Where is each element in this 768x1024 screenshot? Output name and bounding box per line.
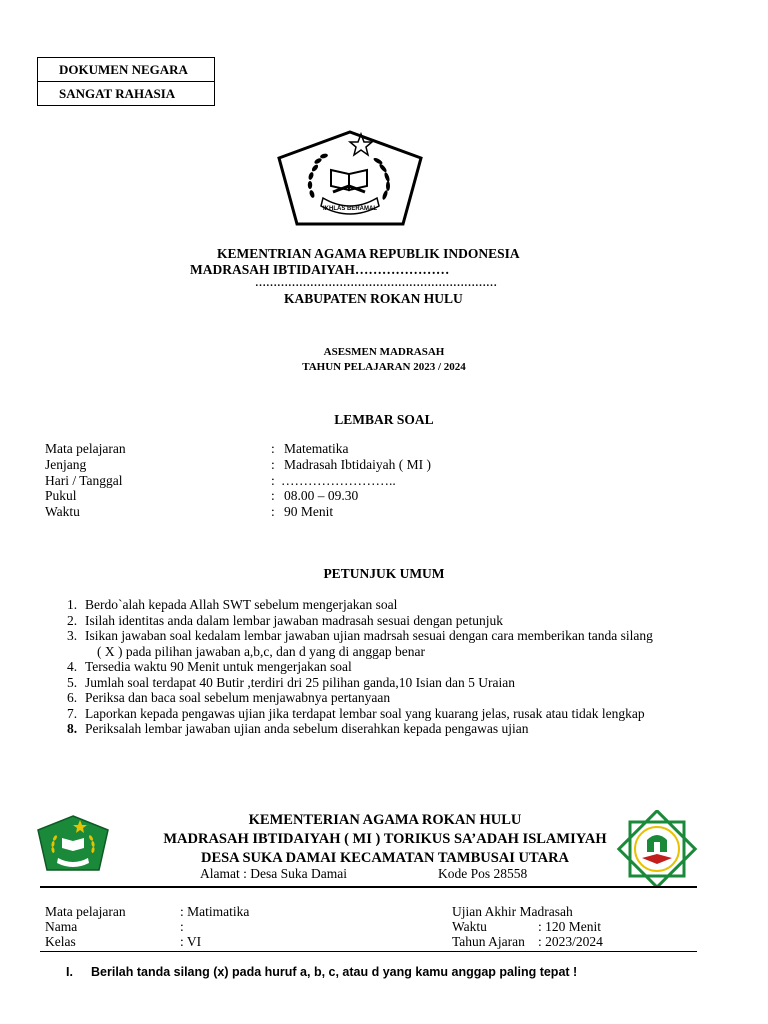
item-text: Isikan jawaban soal kedalam lembar jawaban ujian madrsah sesuai dengan cara memberikan tanda silang — [85, 628, 653, 643]
info-colon: : — [271, 457, 275, 472]
info-colon: : — [271, 441, 275, 456]
list-item — [45, 628, 745, 644]
detail-label: Nama — [45, 919, 78, 934]
item-text: Periksa dan baca soal sebelum menjawabnya pertanyaan — [85, 690, 391, 705]
kop-postal-code: Kode Pos 28558 — [438, 866, 528, 881]
item-number: 8. — [67, 721, 78, 736]
item-text: Jumlah soal terdapat 40 Butir ,terdiri dri 25 pilihan ganda,10 Isian dan 5 Uraian — [85, 674, 516, 690]
kop-line-1: KEMENTERIAN AGAMA ROKAN HULU — [248, 812, 522, 828]
district-title: KABUPATEN ROKAN HULU — [284, 291, 463, 306]
instruction-list — [45, 597, 745, 737]
list-item — [45, 721, 745, 737]
item-text: Periksalah lembar jawaban ujian anda sebelum diserahkan kepada pengawas ujian — [85, 721, 529, 736]
list-item — [45, 690, 745, 706]
info-colon: : — [271, 488, 275, 503]
item-number: 3. — [67, 628, 78, 643]
kop-address: Alamat : Desa Suka Damai — [200, 866, 347, 881]
details-divider — [40, 951, 697, 952]
kop-divider — [40, 886, 697, 888]
section-instruction: Berilah tanda silang (x) pada huruf a, b, c, atau d yang kamu anggap paling tepat ! — [91, 965, 578, 979]
item-number: 6. — [67, 690, 78, 705]
info-label: Waktu — [45, 504, 80, 519]
seal-motto: IKHLAS BERAMAL — [323, 206, 377, 212]
general-instructions-title: PETUNJUK UMUM — [323, 566, 445, 581]
classification-badge — [37, 57, 215, 106]
item-number: 1. — [67, 597, 78, 612]
info-value: Madrasah Ibtidaiyah ( MI ) — [284, 457, 431, 472]
kemenag-logo-icon — [36, 814, 110, 872]
list-item — [45, 644, 745, 660]
detail-label: Kelas — [45, 934, 76, 949]
madrasah-name: MADRASAH IBTIDAIYAH………………… — [190, 262, 450, 277]
detail-value: : — [180, 919, 184, 934]
list-item — [45, 613, 745, 629]
sheet-title: LEMBAR SOAL — [334, 412, 434, 427]
info-value: 08.00 – 09.30 — [284, 488, 359, 503]
item-text: Berdo`alah kepada Allah SWT sebelum mengerjakan soal — [85, 597, 398, 612]
item-number: 4. — [67, 659, 78, 674]
item-text: Laporkan kepada pengawas ujian jika terdapat lembar soal yang kuarang jelas, rusak atau tidak lengkap — [85, 705, 645, 721]
info-label: Mata pelajaran — [45, 441, 126, 456]
list-item — [45, 706, 745, 722]
list-item — [45, 597, 745, 613]
detail-label: Waktu — [452, 919, 487, 934]
badge-line-1: DOKUMEN NEGARA — [59, 62, 188, 77]
ministry-title: KEMENTRIAN AGAMA REPUBLIK INDONESIA — [217, 246, 520, 261]
ministry-seal-icon — [275, 128, 425, 228]
item-number: 7. — [67, 705, 78, 721]
item-number: 5. — [67, 674, 78, 690]
assessment-title: ASESMEN MADRASAH — [323, 346, 445, 358]
list-item — [45, 675, 745, 691]
info-row — [0, 457, 768, 473]
detail-label: Mata pelajaran — [45, 904, 126, 919]
item-text: ( X ) pada pilihan jawaban a,b,c, dan d yang di anggap benar — [97, 643, 426, 659]
list-item — [45, 659, 745, 675]
info-row — [0, 473, 768, 489]
kop-line-2: MADRASAH IBTIDAIYAH ( MI ) TORIKUS SA’ADAH ISLAMIYAH — [163, 831, 607, 847]
info-label: Pukul — [45, 488, 77, 503]
info-colon: : — [271, 504, 275, 519]
section-number: I. — [66, 965, 73, 979]
detail-label: Ujian Akhir Madrasah — [452, 904, 573, 919]
detail-value: : 2023/2024 — [538, 934, 603, 949]
assessment-year: TAHUN PELAJARAN 2023 / 2024 — [302, 361, 466, 373]
info-colon: : — [271, 473, 275, 488]
item-text: Tersedia waktu 90 Menit untuk mengerjakan soal — [85, 659, 352, 674]
detail-label: Tahun Ajaran — [452, 934, 525, 949]
detail-value: : Matimatika — [180, 904, 250, 919]
info-label: Jenjang — [45, 457, 87, 472]
item-text: Isilah identitas anda dalam lembar jawaban madrasah sesuai dengan petunjuk — [85, 612, 503, 628]
info-label: Hari / Tanggal — [45, 473, 123, 488]
kop-line-3: DESA SUKA DAMAI KECAMATAN TAMBUSAI UTARA — [200, 850, 570, 866]
info-value: …………………….. — [281, 473, 396, 488]
item-number: 2. — [67, 612, 78, 628]
info-value: Matematika — [284, 441, 349, 456]
detail-value: : VI — [180, 934, 202, 949]
info-row — [0, 441, 768, 457]
info-value: 90 Menit — [284, 504, 334, 519]
info-row — [0, 504, 768, 520]
madrasah-dots: ………………………………………………………… — [255, 277, 497, 289]
badge-line-2: SANGAT RAHASIA — [38, 81, 214, 105]
detail-value: : 120 Menit — [538, 919, 601, 934]
info-row — [0, 488, 768, 504]
